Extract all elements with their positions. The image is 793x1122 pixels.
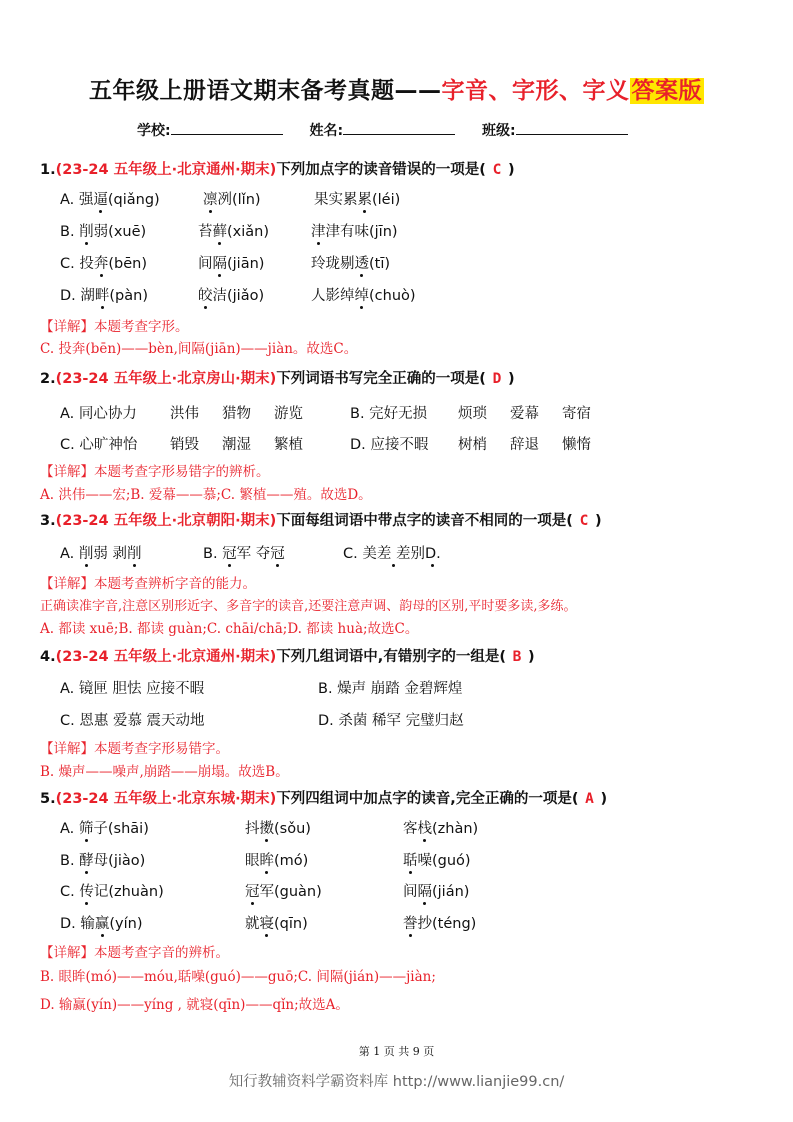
option-a: A. 削弱 剥削: [60, 546, 142, 562]
option-a: A. 强逼(qiǎng): [60, 192, 160, 208]
question-2: 2.(23-24 五年级上·北京房山·期末)下列词语书写完全正确的一项是( D ): [40, 371, 515, 387]
answer: A: [585, 791, 594, 807]
option-d: D. 杀菌 稀罕 完璧归赵: [318, 713, 464, 729]
question-stem: 下面每组词语中带点字的读音不相同的一项是(: [276, 513, 573, 529]
name-field[interactable]: [343, 120, 455, 135]
question-source: (23-24 五年级上·北京通州·期末): [55, 162, 277, 178]
question-number: 3.: [40, 513, 56, 529]
explanation-q1: 【详解】本题考查字形。: [40, 319, 189, 335]
option-c: C. 传记(zhuàn): [60, 884, 164, 900]
question-stem: 下列几组词语中,有错别字的一组是(: [276, 649, 506, 665]
school-label: 学校:: [137, 123, 171, 139]
page-footer: 第 1 页 共 9 页: [358, 1045, 435, 1058]
question-stem: 下列词语书写完全正确的一项是(: [276, 371, 486, 387]
option-d: D. 输赢(yín): [60, 916, 143, 932]
option-b: B. 酵母(jiào): [60, 853, 146, 869]
option-a: A. 筛子(shāi): [60, 821, 149, 837]
title-highlight: 答案版: [631, 78, 702, 104]
title-main: 五年级上册语文期末备考真题——: [89, 78, 442, 104]
question-source: (23-24 五年级上·北京东城·期末): [55, 791, 277, 807]
student-info: [137, 120, 650, 140]
question-stem: 下列四组词中加点字的读音,完全正确的一项是(: [276, 791, 579, 807]
answer: B: [512, 649, 522, 665]
option-a: A. 镜匣 胆怯 应接不暇: [60, 681, 205, 697]
option-b: B. 完好无损: [350, 406, 428, 422]
option-d: D. 湖畔(pàn): [60, 288, 148, 304]
title-red: 字音、字形、字义: [441, 78, 630, 104]
question-stem: 下列加点字的读音错误的一项是(: [276, 162, 486, 178]
explanation-q4: 【详解】本题考查字形易错字。: [40, 741, 229, 757]
question-number: 5.: [40, 791, 56, 807]
answer: D: [492, 371, 502, 387]
question-number: 4.: [40, 649, 56, 665]
class-field[interactable]: [516, 120, 628, 135]
question-5: 5.(23-24 五年级上·北京东城·期末)下列四组词中加点字的读音,完全正确的一项是( A ): [40, 791, 608, 807]
option-c: C. 投奔(bēn): [60, 256, 147, 272]
explanation-q3: 【详解】本题考查辨析字音的能力。: [40, 576, 256, 592]
option-b: B. 冠军 夺冠: [203, 546, 285, 562]
question-source: (23-24 五年级上·北京通州·期末): [55, 649, 277, 665]
explanation-q2: 【详解】本题考查字形易错字的辨析。: [40, 464, 270, 480]
answer: C: [579, 513, 589, 529]
option-c: C. 恩惠 爱慕 震天动地: [60, 713, 205, 729]
option-b: B. 削弱(xuē): [60, 224, 147, 240]
school-field[interactable]: [171, 120, 283, 135]
question-1: 1.(23-24 五年级上·北京通州·期末)下列加点字的读音错误的一项是( C ): [40, 162, 515, 178]
explanation-q5: 【详解】本题考查字音的辨析。: [40, 945, 229, 961]
question-source: (23-24 五年级上·北京朝阳·期末): [55, 513, 277, 529]
question-number: 2.: [40, 371, 56, 387]
name-label: 姓名:: [309, 123, 344, 139]
option-a: A. 同心协力: [60, 406, 137, 422]
question-number: 1.: [40, 162, 56, 178]
option-b: B. 燥声 崩踏 金碧辉煌: [318, 681, 463, 697]
option-c: C. 心旷神怡: [60, 437, 138, 453]
answer: C: [492, 162, 502, 178]
question-4: 4.(23-24 五年级上·北京通州·期末)下列几组词语中,有错别字的一组是( B ): [40, 649, 535, 665]
option-d: D. 应接不暇: [350, 437, 429, 453]
page-title: [0, 72, 793, 105]
class-label: 班级:: [481, 123, 516, 139]
question-source: (23-24 五年级上·北京房山·期末): [55, 371, 277, 387]
question-3: 3.(23-24 五年级上·北京朝阳·期末)下面每组词语中带点字的读音不相同的一项是( C ): [40, 513, 602, 529]
option-c: C. 美差 差别D.: [343, 546, 441, 562]
watermark-link[interactable]: 知行教辅资料学霸资料库 http://www.lianjie99.cn/: [228, 1074, 565, 1090]
